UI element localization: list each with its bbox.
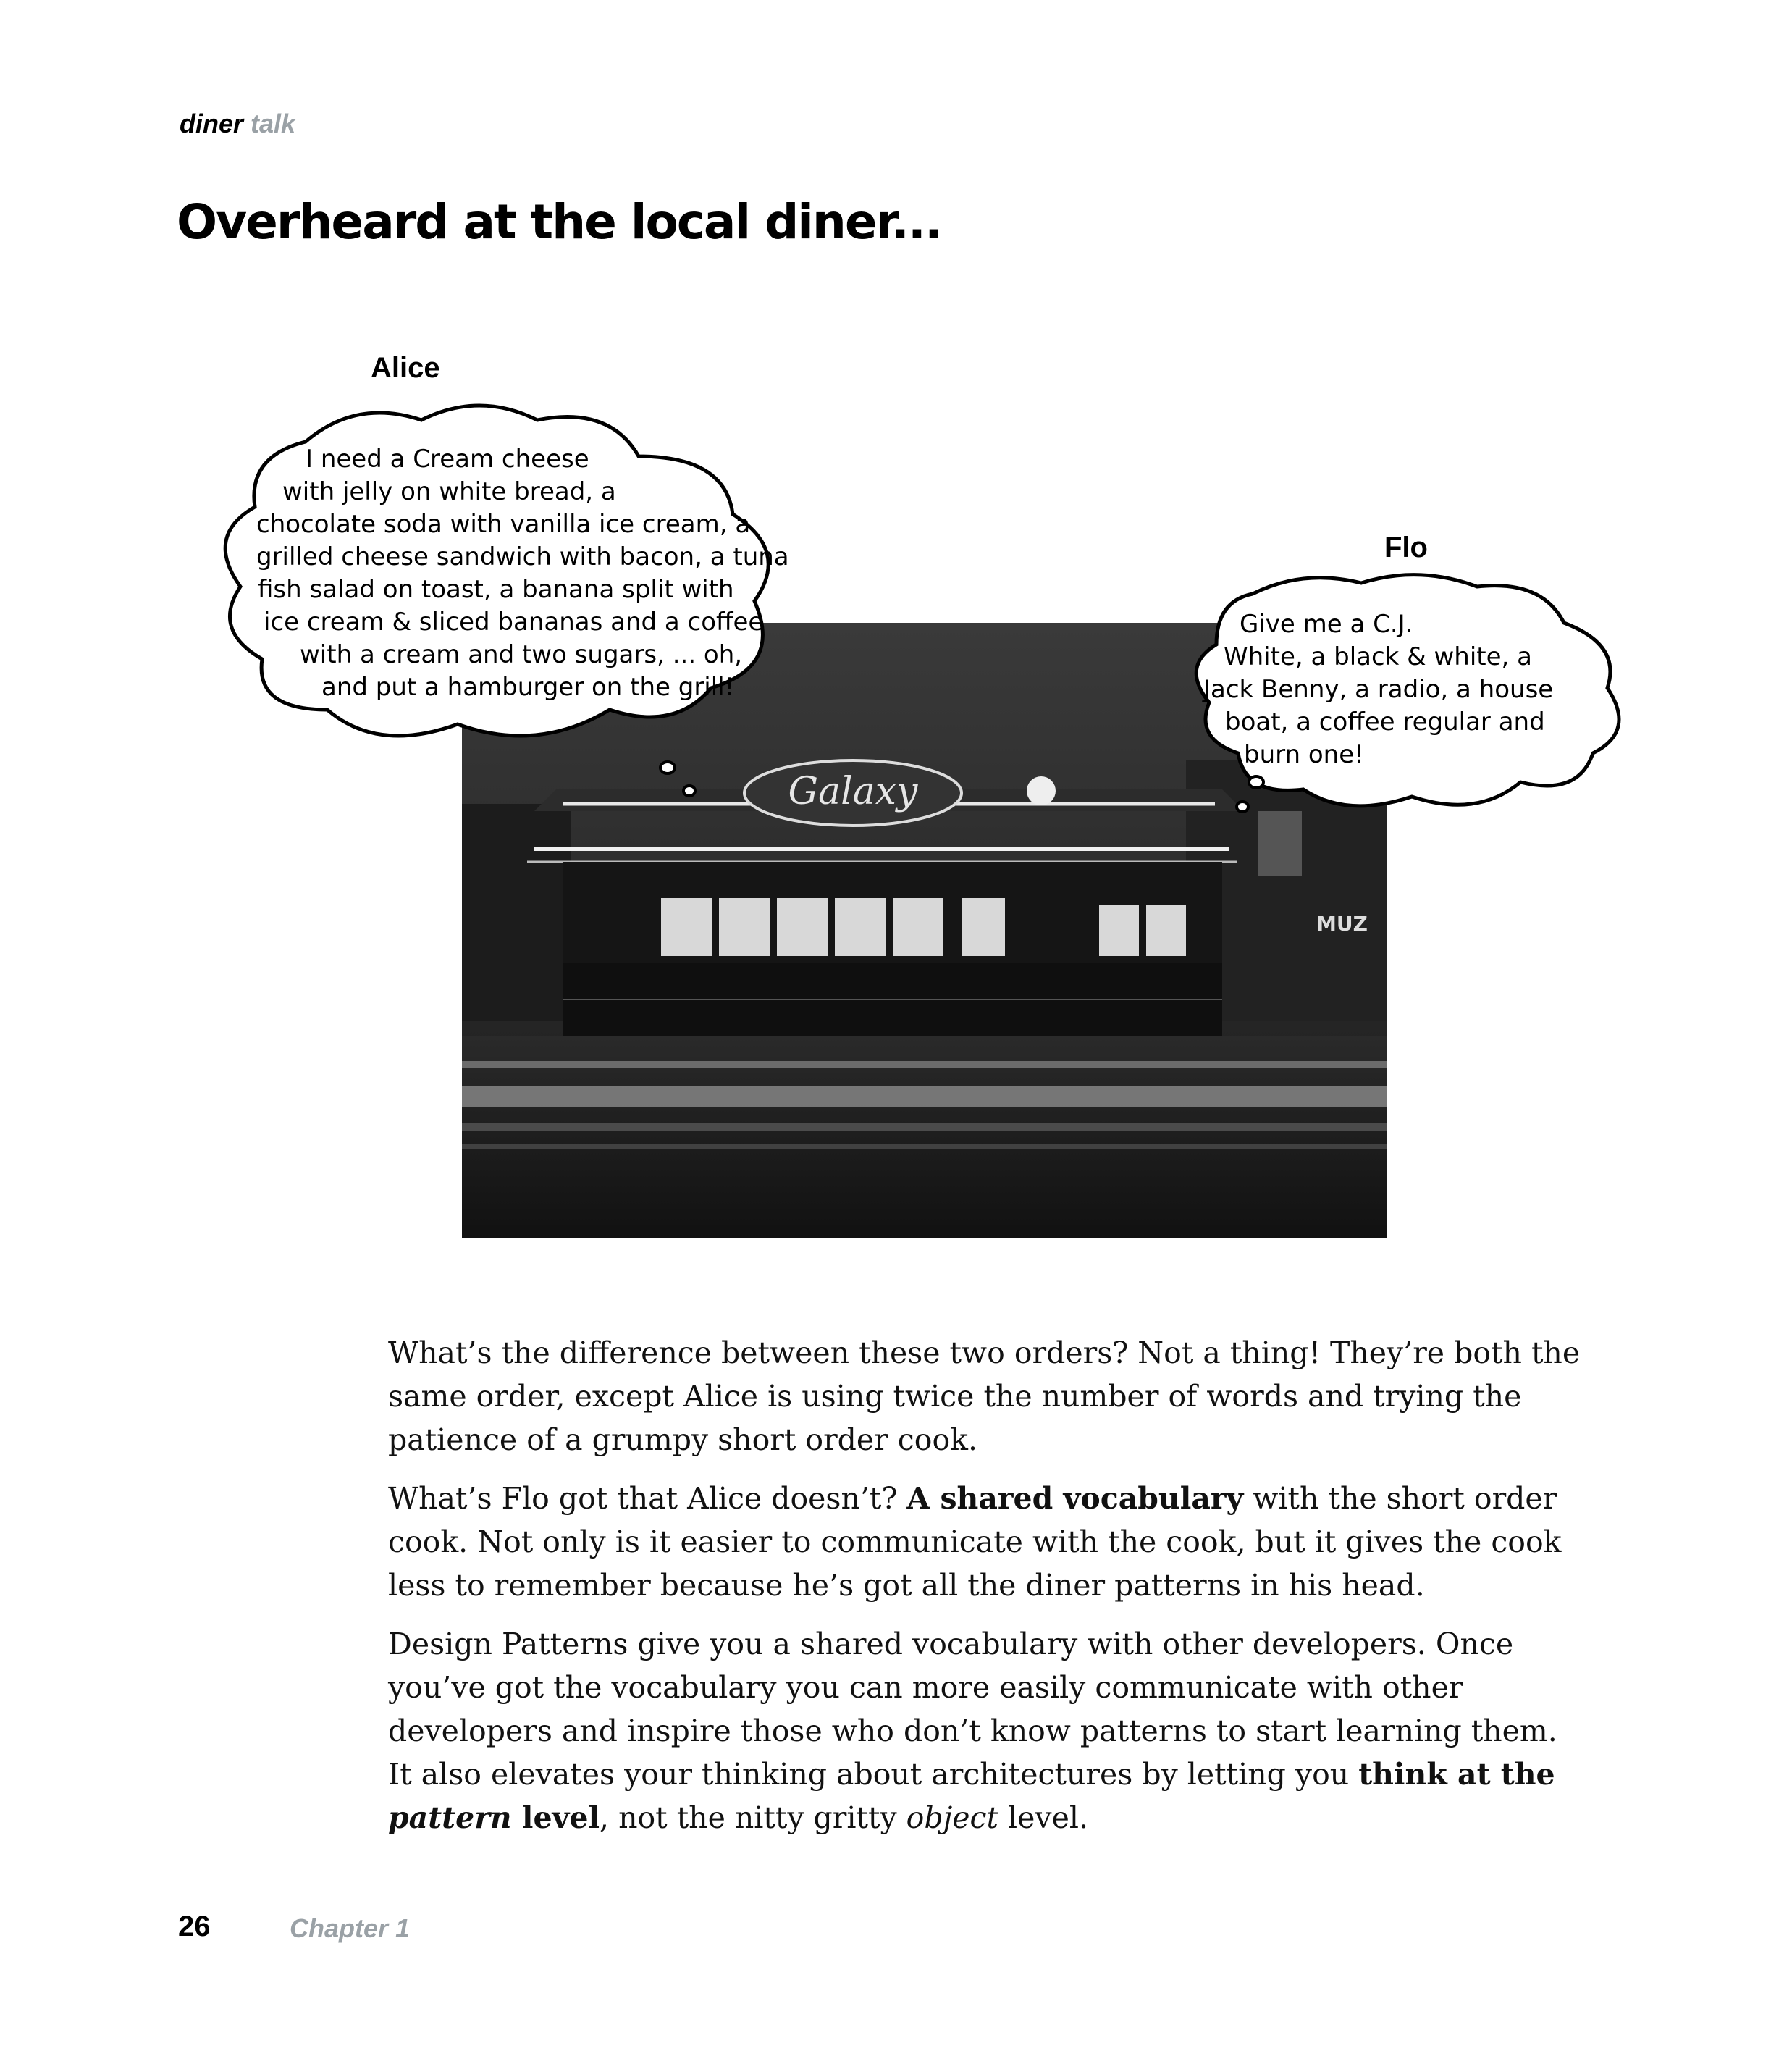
p2-rest: with the short order cook. Not only is it easier to communicate with the cook, but it gives the cook less to remember because he’s got all the diner patterns in his head. bbox=[388, 1481, 1562, 1603]
alice-order-line: ice cream & sliced bananas and a coffee bbox=[264, 608, 764, 637]
page-number: 26 bbox=[178, 1910, 211, 1942]
body-text bbox=[388, 1331, 1590, 1855]
chapter-label: Chapter 1 bbox=[290, 1913, 411, 1943]
page-title: Overheard at the local diner... bbox=[177, 194, 942, 250]
p3-emphasis-pattern: pattern bbox=[388, 1800, 512, 1835]
p2-emphasis: A shared vocabulary bbox=[906, 1481, 1244, 1516]
flo-order-text bbox=[1203, 608, 1553, 771]
flo-thought-bubble bbox=[1173, 565, 1636, 826]
p2-lead: What’s Flo got that Alice doesn’t? bbox=[388, 1481, 907, 1516]
alice-order-line: grilled cheese sandwich with bacon, a tuna bbox=[256, 542, 789, 571]
alice-order-line: with a cream and two sugars, ... oh, bbox=[300, 640, 743, 669]
alice-order-line: with jelly on white bread, a bbox=[282, 477, 616, 506]
flo-order-line: Jack Benny, a radio, a house bbox=[1203, 675, 1554, 704]
running-header bbox=[180, 109, 295, 139]
flo-order-line: Give me a C.J. bbox=[1240, 610, 1413, 639]
p3-emphasis-a: think at the bbox=[1358, 1757, 1555, 1792]
speaker-name-flo: Flo bbox=[1384, 532, 1428, 563]
alice-order-text bbox=[249, 443, 789, 704]
running-header-topic: talk bbox=[251, 109, 296, 138]
flo-order-line: boat, a coffee regular and bbox=[1225, 708, 1545, 737]
alice-order-line: I need a Cream cheese bbox=[306, 445, 589, 474]
p3-middle: , not the nitty gritty bbox=[600, 1800, 906, 1835]
speaker-name-alice: Alice bbox=[371, 352, 440, 384]
p3-emphasis-level: level bbox=[511, 1800, 600, 1835]
paragraph-design-patterns bbox=[388, 1622, 1590, 1839]
p3-lead: Design Patterns give you a shared vocabulary with other developers. Once you’ve got the vocabulary you can more easily communicate with other developers and inspire those who don’t know patterns to start learning them. It also elevates your thinking about architectures by letting you bbox=[388, 1627, 1557, 1792]
paragraph-shared-vocabulary bbox=[388, 1477, 1590, 1607]
alice-order-line: chocolate soda with vanilla ice cream, a bbox=[256, 510, 751, 539]
running-header-section: diner bbox=[180, 109, 244, 138]
alice-thought-bubble bbox=[204, 391, 827, 804]
alice-order-line: and put a hamburger on the grill! bbox=[321, 673, 735, 702]
alice-order-line: fish salad on toast, a banana split with bbox=[258, 575, 734, 604]
diner-sign: Galaxy bbox=[788, 770, 918, 813]
side-sign: MUZ bbox=[1316, 912, 1368, 936]
flo-order-line: White, a black & white, a bbox=[1224, 642, 1532, 671]
flo-order-line: burn one! bbox=[1244, 740, 1364, 769]
paragraph-difference: What’s the difference between these two orders? Not a thing! They’re both the same order, except Alice is using twice the number of words and trying the patience of a grumpy short order cook. bbox=[388, 1335, 1581, 1457]
p3-end: level. bbox=[998, 1800, 1088, 1835]
p3-object: object bbox=[906, 1800, 999, 1835]
